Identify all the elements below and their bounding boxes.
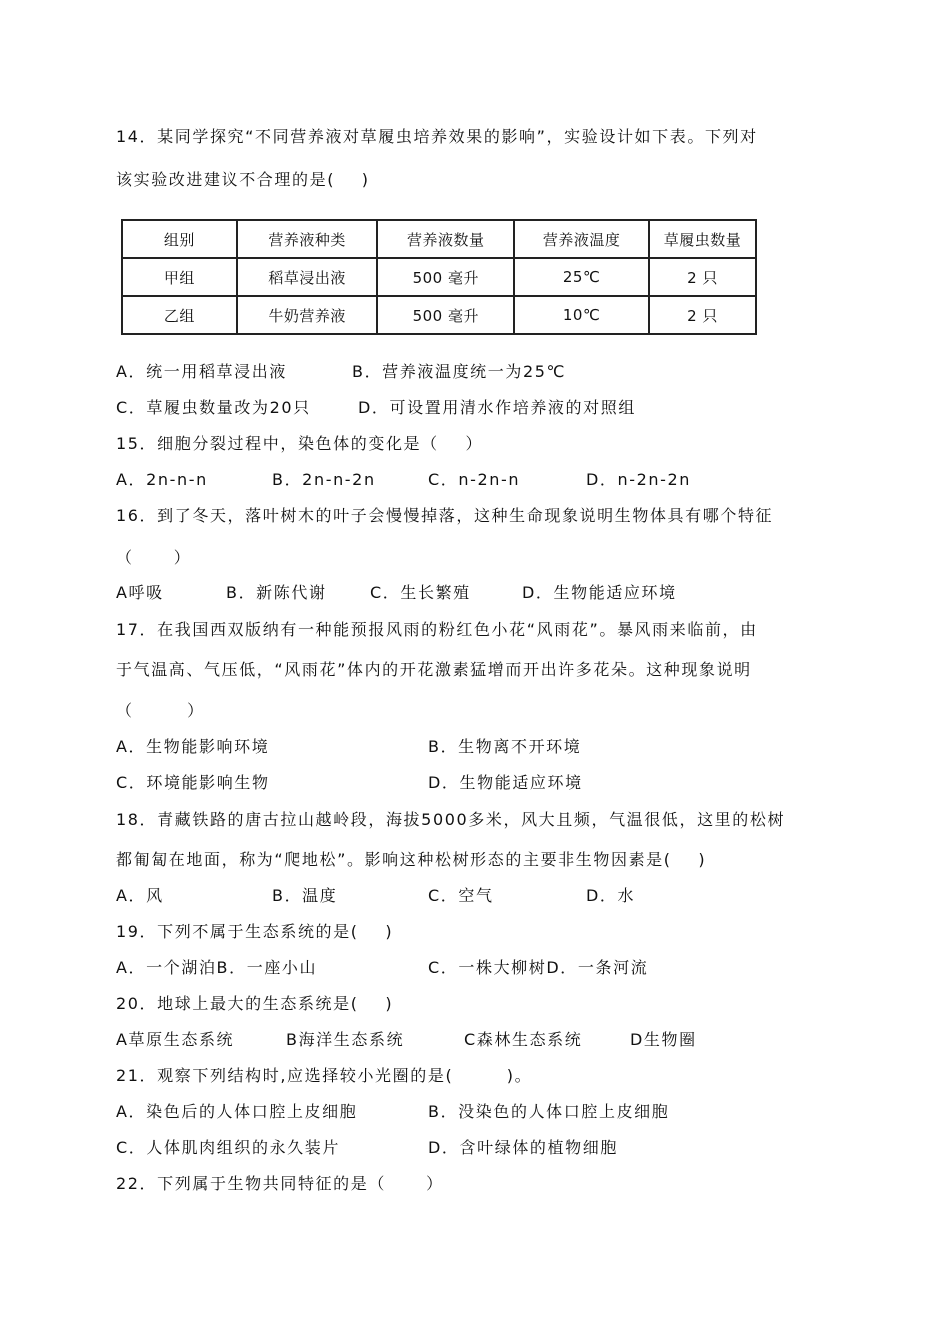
q14-option-b: B．营养液温度统一为25℃	[352, 362, 567, 381]
experiment-table	[121, 219, 757, 335]
q16-option-d: D．生物能适应环境	[522, 583, 677, 602]
q14-option-c: C．草履虫数量改为20只	[116, 398, 311, 417]
table-header-cell: 组别	[122, 220, 237, 258]
q15-option-b: B．2n-n-2n	[272, 470, 376, 489]
q17-option-c: C．环境能影响生物	[116, 773, 270, 792]
q16-option-b: B．新陈代谢	[226, 583, 327, 602]
q21-option-c: C．人体肌肉组织的永久装片	[116, 1138, 340, 1157]
q18-option-b: B．温度	[272, 886, 338, 905]
q17-option-a: A．生物能影响环境	[116, 737, 270, 756]
table-row	[122, 296, 756, 334]
q21-option-b: B．没染色的人体口腔上皮细胞	[428, 1102, 670, 1121]
q20-option-b: B海洋生态系统	[286, 1030, 405, 1049]
q15-option-a: A．2n-n-n	[116, 470, 208, 489]
q20-option-a: A草原生态系统	[116, 1030, 235, 1049]
q22-stem: 22．下列属于生物共同特征的是（ ）	[116, 1174, 444, 1193]
q17-option-d: D．生物能适应环境	[428, 773, 583, 792]
table-cell: 2 只	[649, 296, 756, 334]
q20-option-d: D生物圈	[630, 1030, 697, 1049]
q15-option-c: C．n-2n-n	[428, 470, 521, 489]
q21-option-a: A．染色后的人体口腔上皮细胞	[116, 1102, 358, 1121]
q17-option-b: B．生物离不开环境	[428, 737, 582, 756]
table-header-cell: 草履虫数量	[649, 220, 756, 258]
q18-stem-line2: 都匍匐在地面，称为“爬地松”。影响这种松树形态的主要非生物因素是( )	[116, 850, 707, 869]
table-cell: 牛奶营养液	[237, 296, 378, 334]
q16-stem-line2: （ ）	[116, 548, 192, 567]
q14-stem-line1: 14．某同学探究“不同营养液对草履虫培养效果的影响”，实验设计如下表。下列对	[116, 127, 758, 146]
q17-stem-line3: （ ）	[116, 701, 205, 720]
table-cell: 25℃	[514, 258, 649, 296]
q14-option-d: D．可设置用清水作培养液的对照组	[358, 398, 636, 417]
q14-option-a: A．统一用稻草浸出液	[116, 362, 287, 381]
q18-option-c: C．空气	[428, 886, 494, 905]
q17-stem-line2: 于气温高、气压低，“风雨花”体内的开花激素猛增而开出许多花朵。这种现象说明	[116, 660, 752, 679]
q20-stem: 20．地球上最大的生态系统是( )	[116, 994, 394, 1013]
q15-option-d: D．n-2n-2n	[586, 470, 692, 489]
q16-stem-line1: 16．到了冬天，落叶树木的叶子会慢慢掉落，这种生命现象说明生物体具有哪个特征	[116, 506, 774, 525]
table-cell: 稻草浸出液	[237, 258, 378, 296]
q17-stem-line1: 17．在我国西双版纳有一种能预报风雨的粉红色小花“风雨花”。暴风雨来临前，由	[116, 620, 758, 639]
q21-stem: 21．观察下列结构时,应选择较小光圈的是( )。	[116, 1066, 533, 1085]
table-header-cell: 营养液数量	[377, 220, 514, 258]
table-cell: 10℃	[514, 296, 649, 334]
table-cell: 500 毫升	[377, 258, 514, 296]
q16-option-c: C．生长繁殖	[370, 583, 471, 602]
q16-option-a: A呼吸	[116, 583, 164, 602]
q19-option-cd: C．一株大柳树D．一条河流	[428, 958, 649, 977]
q18-option-d: D．水	[586, 886, 636, 905]
q18-option-a: A．风	[116, 886, 164, 905]
table-cell: 2 只	[649, 258, 756, 296]
q19-stem: 19．下列不属于生态系统的是( )	[116, 922, 394, 941]
q14-stem-line2: 该实验改进建议不合理的是( )	[116, 170, 370, 189]
q15-stem: 15．细胞分裂过程中，染色体的变化是（ ）	[116, 434, 484, 453]
q18-stem-line1: 18．青藏铁路的唐古拉山越岭段，海拔5000多米，风大且频，气温很低，这里的松树	[116, 810, 786, 829]
table-row	[122, 258, 756, 296]
table-header-row	[122, 220, 756, 258]
q20-option-c: C森林生态系统	[464, 1030, 583, 1049]
table-header-cell: 营养液种类	[237, 220, 378, 258]
q19-option-ab: A．一个湖泊B．一座小山	[116, 958, 318, 977]
q21-option-d: D．含叶绿体的植物细胞	[428, 1138, 618, 1157]
table-cell: 甲组	[122, 258, 237, 296]
table-header-cell: 营养液温度	[514, 220, 649, 258]
table-cell: 乙组	[122, 296, 237, 334]
table-cell: 500 毫升	[377, 296, 514, 334]
